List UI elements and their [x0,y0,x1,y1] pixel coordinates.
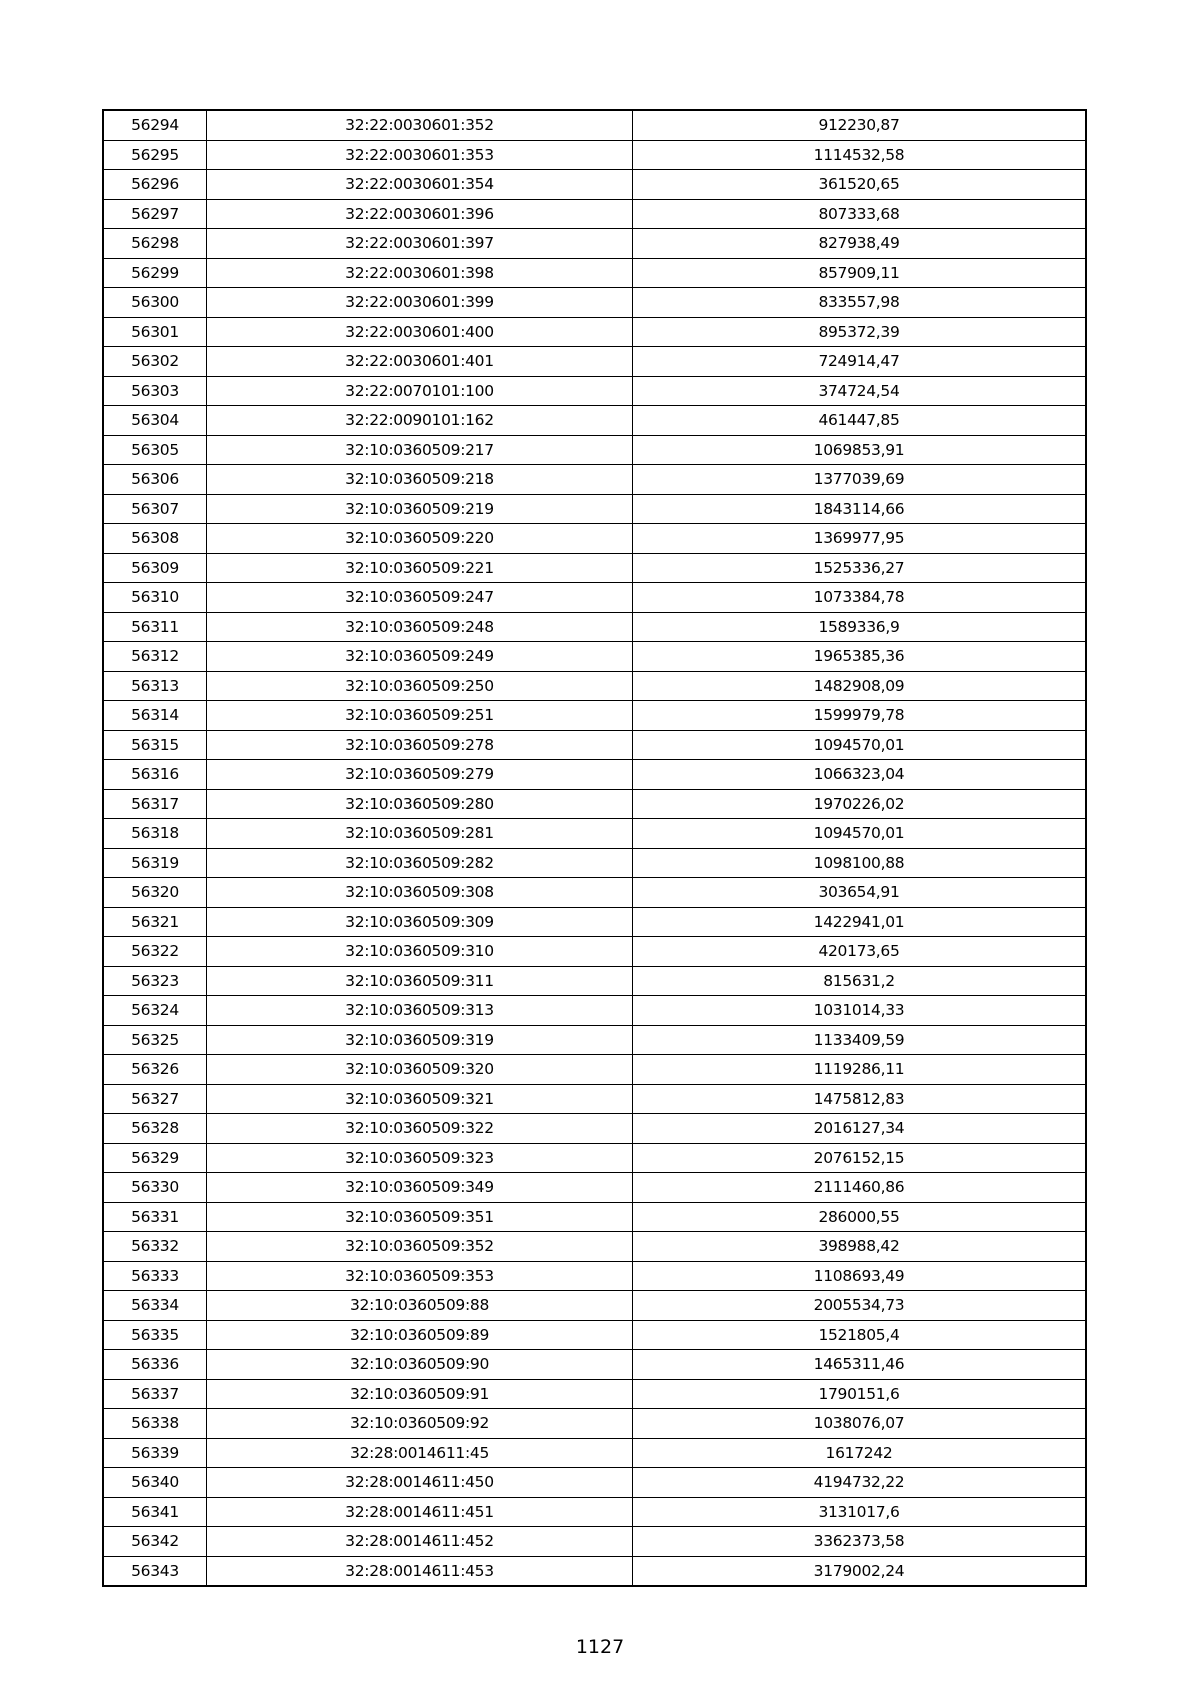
table-row [104,1084,1086,1114]
cadastral-value-cell: 286000,55 [633,1202,1086,1232]
table-row [104,1409,1086,1439]
cadastral-value-cell: 303654,91 [633,878,1086,908]
cadastral-number-cell: 32:10:0360509:218 [207,465,633,495]
cadastral-number-cell: 32:10:0360509:88 [207,1291,633,1321]
table-row [104,111,1086,141]
cadastral-value-cell: 2005534,73 [633,1291,1086,1321]
row-number-cell: 56299 [104,258,207,288]
cadastral-number-cell: 32:10:0360509:90 [207,1350,633,1380]
row-number-cell: 56319 [104,848,207,878]
cadastral-number-cell: 32:10:0360509:353 [207,1261,633,1291]
row-number-cell: 56301 [104,317,207,347]
cadastral-value-cell: 1970226,02 [633,789,1086,819]
table-row [104,937,1086,967]
cadastral-number-cell: 32:22:0030601:398 [207,258,633,288]
row-number-cell: 56307 [104,494,207,524]
row-number-cell: 56314 [104,701,207,731]
cadastral-value-cell: 1369977,95 [633,524,1086,554]
row-number-cell: 56317 [104,789,207,819]
row-number-cell: 56311 [104,612,207,642]
page-number: 1127 [575,1636,625,1658]
table-row [104,1202,1086,1232]
row-number-cell: 56305 [104,435,207,465]
cadastral-value-cell: 2076152,15 [633,1143,1086,1173]
cadastral-value-cell: 1843114,66 [633,494,1086,524]
row-number-cell: 56304 [104,406,207,436]
table-row [104,376,1086,406]
cadastral-value-cell: 1599979,78 [633,701,1086,731]
table-row [104,1114,1086,1144]
table-row [104,1143,1086,1173]
table-row [104,1291,1086,1321]
cadastral-number-cell: 32:10:0360509:91 [207,1379,633,1409]
row-number-cell: 56329 [104,1143,207,1173]
table-row [104,701,1086,731]
row-number-cell: 56335 [104,1320,207,1350]
row-number-cell: 56297 [104,199,207,229]
cadastral-value-cell: 1589336,9 [633,612,1086,642]
cadastral-number-cell: 32:10:0360509:251 [207,701,633,731]
cadastral-value-cell: 1098100,88 [633,848,1086,878]
table-row [104,1055,1086,1085]
table-row [104,229,1086,259]
cadastral-number-cell: 32:10:0360509:221 [207,553,633,583]
cadastral-number-cell: 32:10:0360509:352 [207,1232,633,1262]
cadastral-value-cell: 1617242 [633,1438,1086,1468]
cadastral-value-cell: 1094570,01 [633,819,1086,849]
row-number-cell: 56313 [104,671,207,701]
cadastral-number-cell: 32:10:0360509:217 [207,435,633,465]
row-number-cell: 56331 [104,1202,207,1232]
row-number-cell: 56321 [104,907,207,937]
cadastral-number-cell: 32:10:0360509:278 [207,730,633,760]
table-row [104,583,1086,613]
table-row [104,819,1086,849]
cadastral-number-cell: 32:10:0360509:247 [207,583,633,613]
cadastral-value-cell: 724914,47 [633,347,1086,377]
cadastral-number-cell: 32:22:0070101:100 [207,376,633,406]
row-number-cell: 56318 [104,819,207,849]
table-row [104,288,1086,318]
row-number-cell: 56342 [104,1527,207,1557]
cadastral-value-cell: 1073384,78 [633,583,1086,613]
table-row [104,642,1086,672]
cadastral-value-cell: 833557,98 [633,288,1086,318]
cadastral-value-table [103,110,1086,1586]
cadastral-number-cell: 32:10:0360509:308 [207,878,633,908]
table-row [104,1350,1086,1380]
cadastral-number-cell: 32:10:0360509:310 [207,937,633,967]
table-row [104,760,1086,790]
cadastral-value-cell: 361520,65 [633,170,1086,200]
table-row [104,612,1086,642]
cadastral-number-cell: 32:10:0360509:92 [207,1409,633,1439]
row-number-cell: 56309 [104,553,207,583]
row-number-cell: 56341 [104,1497,207,1527]
cadastral-number-cell: 32:10:0360509:311 [207,966,633,996]
cadastral-value-cell: 857909,11 [633,258,1086,288]
table-row [104,848,1086,878]
cadastral-value-cell: 374724,54 [633,376,1086,406]
table-row [104,199,1086,229]
cadastral-number-cell: 32:10:0360509:309 [207,907,633,937]
row-number-cell: 56296 [104,170,207,200]
cadastral-number-cell: 32:22:0030601:399 [207,288,633,318]
row-number-cell: 56343 [104,1556,207,1586]
cadastral-number-cell: 32:28:0014611:45 [207,1438,633,1468]
row-number-cell: 56320 [104,878,207,908]
cadastral-number-cell: 32:22:0030601:397 [207,229,633,259]
table-row [104,465,1086,495]
cadastral-value-cell: 1133409,59 [633,1025,1086,1055]
table-row [104,1261,1086,1291]
table-row [104,406,1086,436]
row-number-cell: 56294 [104,111,207,141]
cadastral-number-cell: 32:10:0360509:319 [207,1025,633,1055]
row-number-cell: 56315 [104,730,207,760]
cadastral-value-cell: 2111460,86 [633,1173,1086,1203]
cadastral-number-cell: 32:10:0360509:282 [207,848,633,878]
table-row [104,789,1086,819]
cadastral-number-cell: 32:28:0014611:451 [207,1497,633,1527]
cadastral-value-cell: 1465311,46 [633,1350,1086,1380]
cadastral-value-cell: 2016127,34 [633,1114,1086,1144]
cadastral-value-cell: 398988,42 [633,1232,1086,1262]
cadastral-number-cell: 32:10:0360509:280 [207,789,633,819]
cadastral-number-cell: 32:28:0014611:452 [207,1527,633,1557]
cadastral-value-cell: 1965385,36 [633,642,1086,672]
table-row [104,907,1086,937]
table-row [104,671,1086,701]
cadastral-value-cell: 895372,39 [633,317,1086,347]
row-number-cell: 56298 [104,229,207,259]
cadastral-number-cell: 32:22:0090101:162 [207,406,633,436]
table-row [104,258,1086,288]
row-number-cell: 56330 [104,1173,207,1203]
cadastral-number-cell: 32:10:0360509:281 [207,819,633,849]
cadastral-value-cell: 1377039,69 [633,465,1086,495]
cadastral-number-cell: 32:10:0360509:322 [207,1114,633,1144]
table-row [104,1497,1086,1527]
cadastral-number-cell: 32:10:0360509:219 [207,494,633,524]
cadastral-value-cell: 1119286,11 [633,1055,1086,1085]
table-row [104,317,1086,347]
cadastral-value-cell: 1482908,09 [633,671,1086,701]
cadastral-number-cell: 32:22:0030601:353 [207,140,633,170]
table-row [104,1468,1086,1498]
table-body [104,111,1086,1586]
row-number-cell: 56300 [104,288,207,318]
row-number-cell: 56324 [104,996,207,1026]
row-number-cell: 56327 [104,1084,207,1114]
table-row [104,1556,1086,1586]
cadastral-number-cell: 32:10:0360509:313 [207,996,633,1026]
row-number-cell: 56339 [104,1438,207,1468]
cadastral-value-cell: 815631,2 [633,966,1086,996]
cadastral-value-cell: 420173,65 [633,937,1086,967]
table-row [104,1320,1086,1350]
cadastral-number-cell: 32:28:0014611:450 [207,1468,633,1498]
cadastral-value-cell: 1066323,04 [633,760,1086,790]
table-row [104,966,1086,996]
table-row [104,878,1086,908]
table-row [104,435,1086,465]
cadastral-value-cell: 1094570,01 [633,730,1086,760]
cadastral-number-cell: 32:22:0030601:352 [207,111,633,141]
cadastral-number-cell: 32:10:0360509:320 [207,1055,633,1085]
table-row [104,1438,1086,1468]
table-row [104,1025,1086,1055]
cadastral-value-cell: 827938,49 [633,229,1086,259]
cadastral-number-cell: 32:10:0360509:250 [207,671,633,701]
cadastral-value-cell: 3362373,58 [633,1527,1086,1557]
cadastral-value-cell: 1108693,49 [633,1261,1086,1291]
cadastral-number-cell: 32:22:0030601:401 [207,347,633,377]
row-number-cell: 56337 [104,1379,207,1409]
cadastral-value-cell: 3179002,24 [633,1556,1086,1586]
cadastral-value-cell: 4194732,22 [633,1468,1086,1498]
table-row [104,1173,1086,1203]
cadastral-number-cell: 32:10:0360509:321 [207,1084,633,1114]
row-number-cell: 56323 [104,966,207,996]
row-number-cell: 56333 [104,1261,207,1291]
cadastral-value-cell: 1475812,83 [633,1084,1086,1114]
cadastral-value-cell: 1038076,07 [633,1409,1086,1439]
row-number-cell: 56312 [104,642,207,672]
row-number-cell: 56328 [104,1114,207,1144]
cadastral-value-cell: 1521805,4 [633,1320,1086,1350]
cadastral-value-cell: 1114532,58 [633,140,1086,170]
row-number-cell: 56316 [104,760,207,790]
row-number-cell: 56332 [104,1232,207,1262]
cadastral-number-cell: 32:22:0030601:354 [207,170,633,200]
table-row [104,140,1086,170]
row-number-cell: 56326 [104,1055,207,1085]
cadastral-number-cell: 32:10:0360509:351 [207,1202,633,1232]
table-row [104,553,1086,583]
cadastral-number-cell: 32:10:0360509:220 [207,524,633,554]
cadastral-number-cell: 32:10:0360509:89 [207,1320,633,1350]
row-number-cell: 56325 [104,1025,207,1055]
cadastral-number-cell: 32:28:0014611:453 [207,1556,633,1586]
cadastral-value-cell: 1525336,27 [633,553,1086,583]
cadastral-number-cell: 32:22:0030601:396 [207,199,633,229]
table-row [104,1379,1086,1409]
table-row [104,1527,1086,1557]
cadastral-number-cell: 32:22:0030601:400 [207,317,633,347]
table-row [104,524,1086,554]
row-number-cell: 56302 [104,347,207,377]
cadastral-number-cell: 32:10:0360509:349 [207,1173,633,1203]
cadastral-value-cell: 1422941,01 [633,907,1086,937]
cadastral-number-cell: 32:10:0360509:323 [207,1143,633,1173]
table-row [104,170,1086,200]
row-number-cell: 56295 [104,140,207,170]
table-row [104,1232,1086,1262]
row-number-cell: 56334 [104,1291,207,1321]
cadastral-value-cell: 1790151,6 [633,1379,1086,1409]
table-row [104,996,1086,1026]
cadastral-number-cell: 32:10:0360509:249 [207,642,633,672]
row-number-cell: 56303 [104,376,207,406]
table-row [104,494,1086,524]
row-number-cell: 56310 [104,583,207,613]
cadastral-number-cell: 32:10:0360509:248 [207,612,633,642]
row-number-cell: 56336 [104,1350,207,1380]
cadastral-value-cell: 1031014,33 [633,996,1086,1026]
cadastral-value-cell: 807333,68 [633,199,1086,229]
row-number-cell: 56306 [104,465,207,495]
table-row [104,730,1086,760]
cadastral-value-cell: 1069853,91 [633,435,1086,465]
row-number-cell: 56338 [104,1409,207,1439]
row-number-cell: 56340 [104,1468,207,1498]
cadastral-number-cell: 32:10:0360509:279 [207,760,633,790]
table-row [104,347,1086,377]
row-number-cell: 56308 [104,524,207,554]
cadastral-value-cell: 461447,85 [633,406,1086,436]
row-number-cell: 56322 [104,937,207,967]
cadastral-value-cell: 3131017,6 [633,1497,1086,1527]
cadastral-value-cell: 912230,87 [633,111,1086,141]
